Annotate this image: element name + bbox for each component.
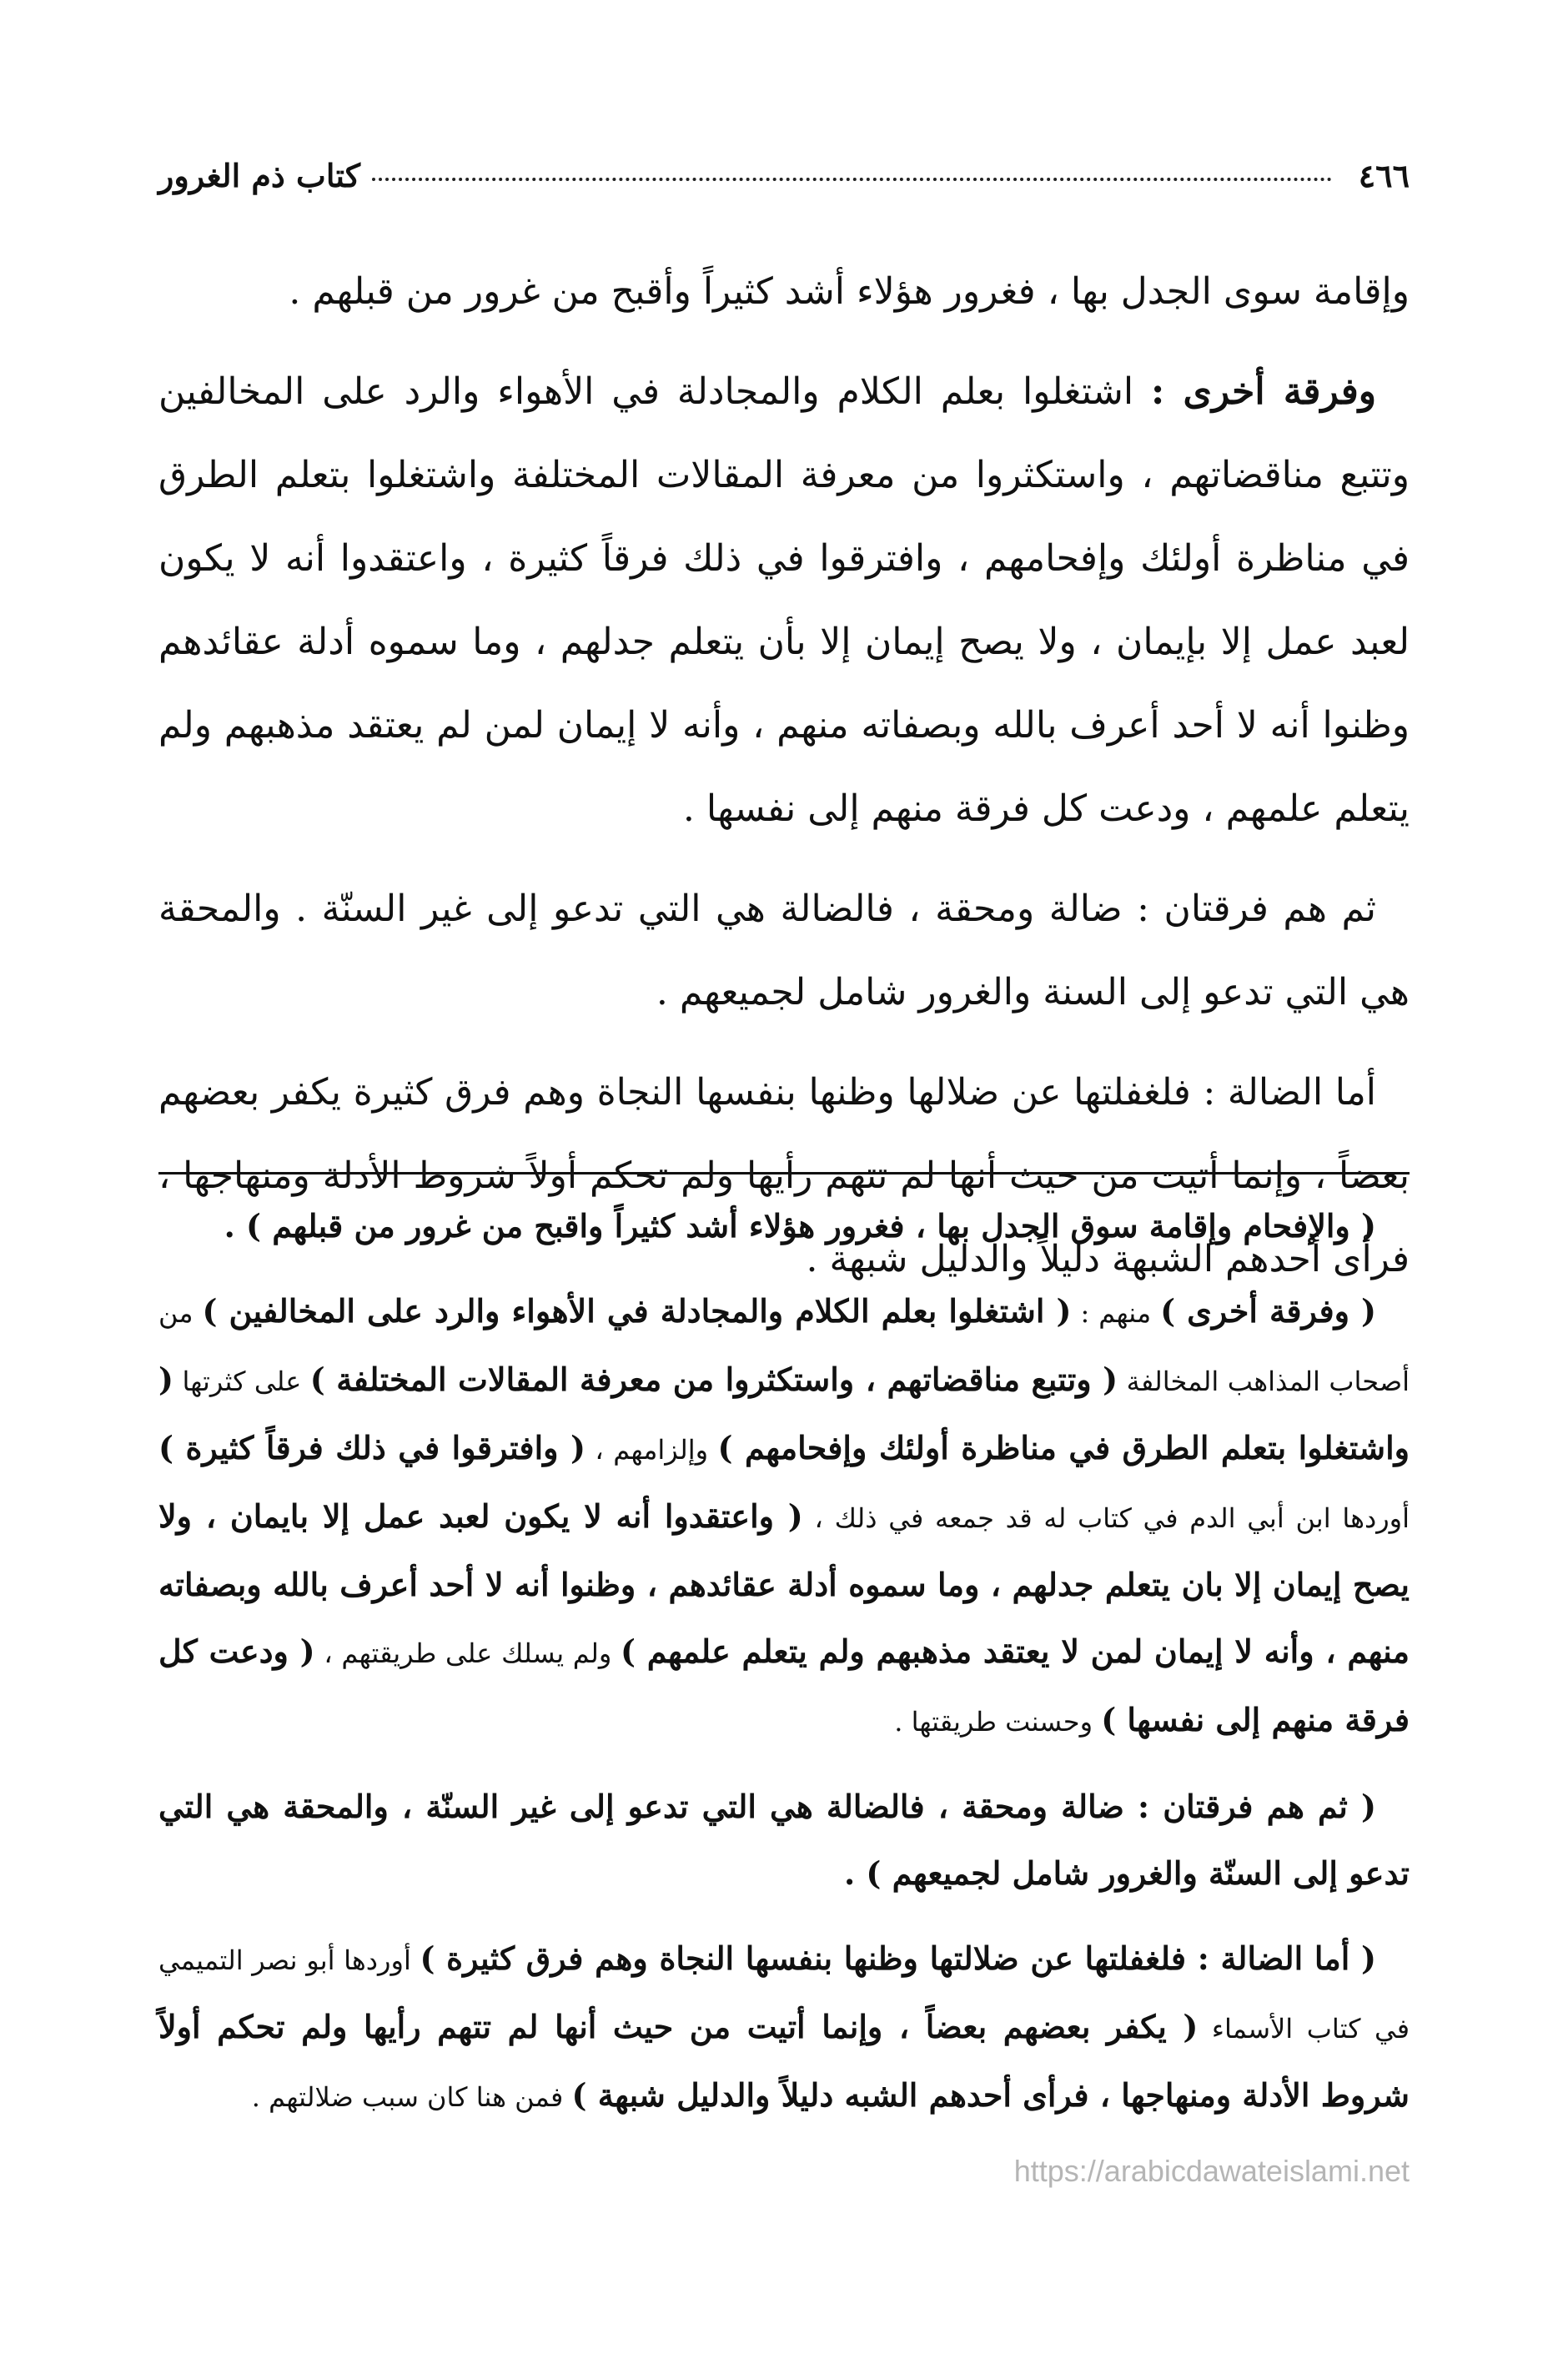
commentary-note: أوردها ابن أبي الدم في كتاب له قد جمعه في ذلك ، [802, 1502, 1410, 1534]
commentary-quote: ( ثم هم فرقتان : ضالة ومحقة ، فالضالة هي التي تدعو إلى غير السنّة ، والمحقة هي التي تدعو إلى السنّة والغرور شامل لجميعهم ) . [158, 1788, 1410, 1892]
main-paragraph-text: ثم هم فرقتان : ضالة ومحقة ، فالضالة هي التي تدعو إلى غير السنّة . والمحقة هي التي تدعو إلى السنة والغرور شامل لجميعهم . [158, 888, 1410, 1014]
main-paragraph-text: وإقامة سوى الجدل بها ، فغرور هؤلاء أشد كثيراً وأقبح من غرور من قبلهم . [289, 270, 1410, 313]
main-paragraph-text: أما الضالة : فلغفلتها عن ضلالها وظنها بنفسها النجاة وهم فرق كثيرة يكفر بعضهم بعضاً ، وإنما أتيت من حيث أنها لم تتهم رأيها ولم تحكم أولاً شروط الأدلة ومنهاجها ، فرأى أحدهم الشبهة دليلاً والدليل شبهة . [158, 1071, 1410, 1280]
commentary-quote: ( واعتقدوا أنه لا يكون لعبد عمل إلا بايمان ، ولا يصح إيمان إلا بان يتعلم جدلهم ، وما سموه أدلة عقائدهم ، وظنوا أنه لا أحد أعرف بالله وبصفاته منهم ، وأنه لا إيمان لمن لا يعتقد مذهبهم ولم يتعلم علمهم ) [158, 1497, 1410, 1670]
book-title: كتاب ذم الغرور [158, 156, 360, 194]
commentary-quote: ( والإفحام وإقامة سوق الجدل بها ، فغرور هؤلاء أشد كثيراً واقبح من غرور من قبلهم ) . [224, 1207, 1376, 1245]
commentary-note: ولم يسلك على طريقتهم ، [314, 1637, 621, 1669]
main-paragraph-lead: وفرقة أخرى : [1151, 370, 1377, 413]
main-text [158, 250, 1410, 1318]
commentary-quote: ( يكفر بعضهم بعضاً ، وإنما أتيت من حيث أنها لم تتهم رأيها ولم تحكم أولاً شروط الأدلة ومنهاجها ، فرأى أحدهم الشبه دليلاً والدليل شبهة ) [158, 2008, 1410, 2114]
commentary-paragraph [158, 1193, 1410, 1260]
commentary-note: وحسنت طريقتها . [894, 1706, 1102, 1738]
main-paragraph-text: اشتغلوا بعلم الكلام والمجادلة في الأهواء والرد على المخالفين وتتبع مناقضاتهم ، واستكثروا من معرفة المقالات المختلفة واشتغلوا بتعلم الطرق في مناظرة أولئك وإفحامهم ، وافترقوا في ذلك فرقاً كثيرة ، واعتقدوا أنه لا يكون لعبد عمل إلا بإيمان ، ولا يصح إيمان إلا بأن يتعلم جدلهم ، وما سموه أدلة عقائدهم وظنوا أنه لا أحد أعرف بالله وبصفاته منهم ، وأنه لا إيمان لمن لم يعتقد مذهبهم ولم يتعلم علمهم ، ودعت كل فرقة منهم إلى نفسها . [158, 370, 1410, 830]
section-divider [158, 1172, 1410, 1174]
commentary-paragraph [158, 1773, 1410, 1907]
commentary-note: على كثرتها [173, 1366, 310, 1397]
watermark-url: https://arabicdawateislami.net [1013, 2154, 1410, 2188]
page-number: ٤٦٦ [1358, 156, 1410, 194]
main-paragraph [158, 350, 1410, 851]
main-paragraph [158, 868, 1410, 1034]
commentary-paragraph [158, 1278, 1410, 1755]
commentary-quote: ( أما الضالة : فلغفلتها عن ضلالتها وظنها بنفسها النجاة وهم فرق كثيرة ) [420, 1939, 1376, 1977]
header-dot-leader [372, 178, 1332, 181]
running-header [158, 142, 1410, 209]
commentary-section [158, 1193, 1410, 2149]
commentary-quote: ( وتتبع مناقضاتهم ، واستكثروا من معرفة المقالات المختلفة ) [309, 1361, 1118, 1398]
commentary-quote: ( وافترقوا في ذلك فرقاً كثيرة ) [158, 1429, 585, 1466]
commentary-quote: ( اشتغلوا بعلم الكلام والمجادلة في الأهواء والرد على المخالفين ) [202, 1292, 1072, 1330]
commentary-note: وإلزامهم ، [585, 1434, 718, 1466]
commentary-note: منهم : [1071, 1297, 1161, 1329]
commentary-quote: ( ودعت كل فرقة منهم إلى نفسها ) [158, 1632, 1410, 1738]
commentary-note: فمن هنا كان سبب ضلالتهم . [251, 2081, 572, 2113]
main-paragraph [158, 250, 1410, 334]
commentary-quote: ( وفرقة أخرى ) [1160, 1292, 1377, 1330]
commentary-note: من أصحاب المذاهب المخالفة [158, 1297, 1410, 1397]
commentary-paragraph [158, 1925, 1410, 2130]
commentary-quote: ( واشتغلوا بتعلم الطرق في مناظرة أولئك وإفحامهم ) [158, 1361, 1410, 1466]
commentary-note: أوردها أبو نصر التميمي في كتاب الأسماء [158, 1944, 1410, 2045]
